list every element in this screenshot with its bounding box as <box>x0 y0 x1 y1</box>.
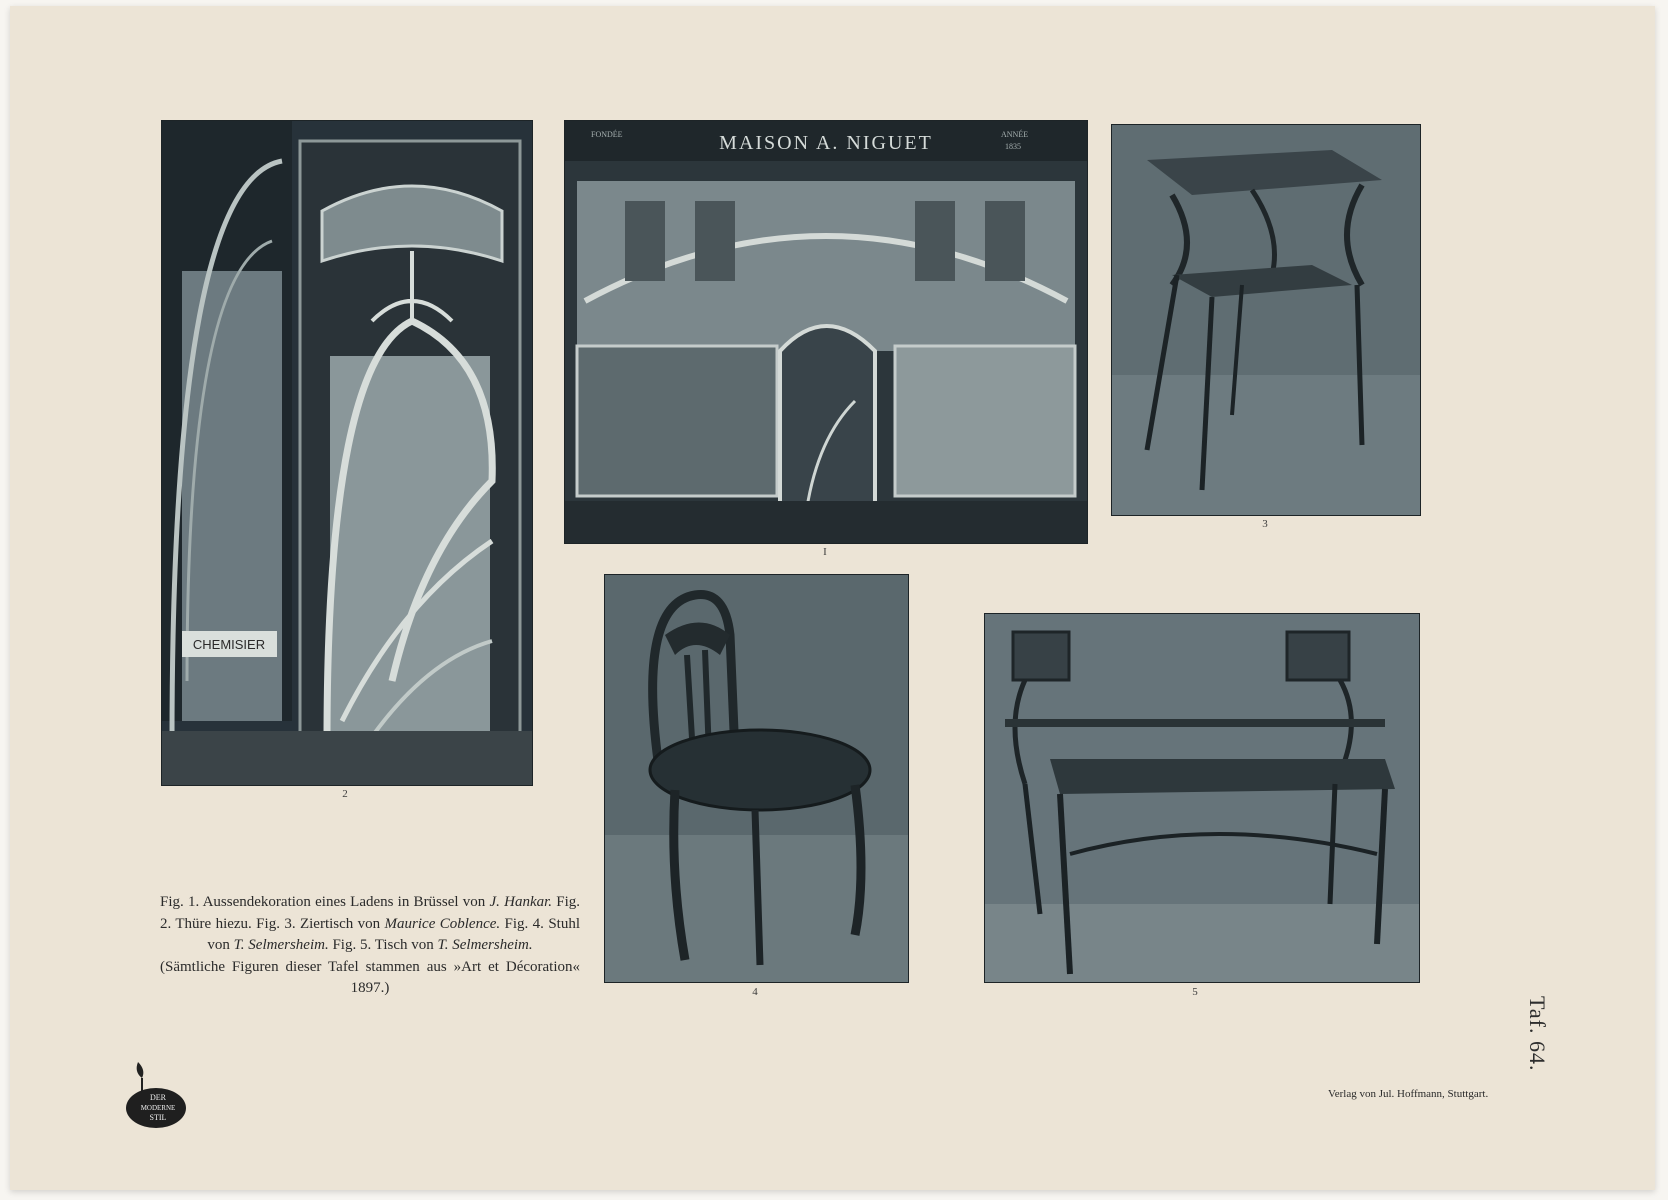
der-moderne-stil-logo <box>118 1058 188 1134</box>
chair-illustration <box>605 575 908 982</box>
figure-4-chair-photo <box>604 574 909 983</box>
sign-left-text: FONDÉE <box>591 130 623 139</box>
figure-3-number: 3 <box>1262 518 1268 530</box>
plate-sheet <box>10 6 1655 1190</box>
shopfront-illustration <box>565 121 1087 543</box>
plate-number-label: Taf. 64. <box>1525 996 1550 1072</box>
sign-year-text: 1835 <box>1005 142 1021 151</box>
door-illustration <box>162 121 532 785</box>
figure-3-table-photo <box>1111 124 1421 516</box>
shop-sign-title: MAISON A. NIGUET <box>719 132 933 154</box>
plate-caption <box>160 892 580 1000</box>
figure-4-number: 4 <box>752 986 758 998</box>
figure-5-desk-photo <box>984 613 1420 983</box>
caption-source-note: (Sämtliche Figuren dieser Tafel stammen aus »Art et Décoration« 1897.) <box>160 958 580 996</box>
caption-author-selmersheim-1: T. Selmersheim. <box>233 937 329 953</box>
desk-illustration <box>985 614 1419 982</box>
caption-author-hankar: J. Hankar. <box>489 894 553 910</box>
figure-5-number: 5 <box>1192 986 1198 998</box>
logo-text-line-2: MODERNE <box>140 1104 176 1112</box>
sign-right-text: ANNÉE <box>1001 130 1029 139</box>
figure-2-door-photo <box>161 120 533 786</box>
logo-text-line-1: DER <box>150 1093 166 1102</box>
caption-line-4: Fig. 5. Tisch von <box>328 937 438 953</box>
figure-1-shopfront-photo <box>564 120 1088 544</box>
caption-line-3: Fig. 4. Stuhl von <box>207 915 580 953</box>
caption-line-2: Fig. 2. Thüre hiezu. Fig. 3. Ziertisch von <box>160 894 581 932</box>
logo-text-line-3: STIL <box>149 1113 167 1122</box>
caption-author-coblence: Maurice Coblence. <box>384 915 501 932</box>
shop-sign-text: CHEMISIER <box>192 637 266 652</box>
caption-line-1: Fig. 1. Aussendekoration eines Ladens in Brüssel von <box>160 894 486 910</box>
figure-1-number: I <box>823 546 827 558</box>
publisher-line: Verlag von Jul. Hoffmann, Stuttgart. <box>1328 1088 1489 1100</box>
side-table-illustration <box>1112 125 1420 515</box>
figure-2-number: 2 <box>342 788 348 800</box>
caption-author-selmersheim-2: T. Selmersheim. <box>437 937 533 953</box>
